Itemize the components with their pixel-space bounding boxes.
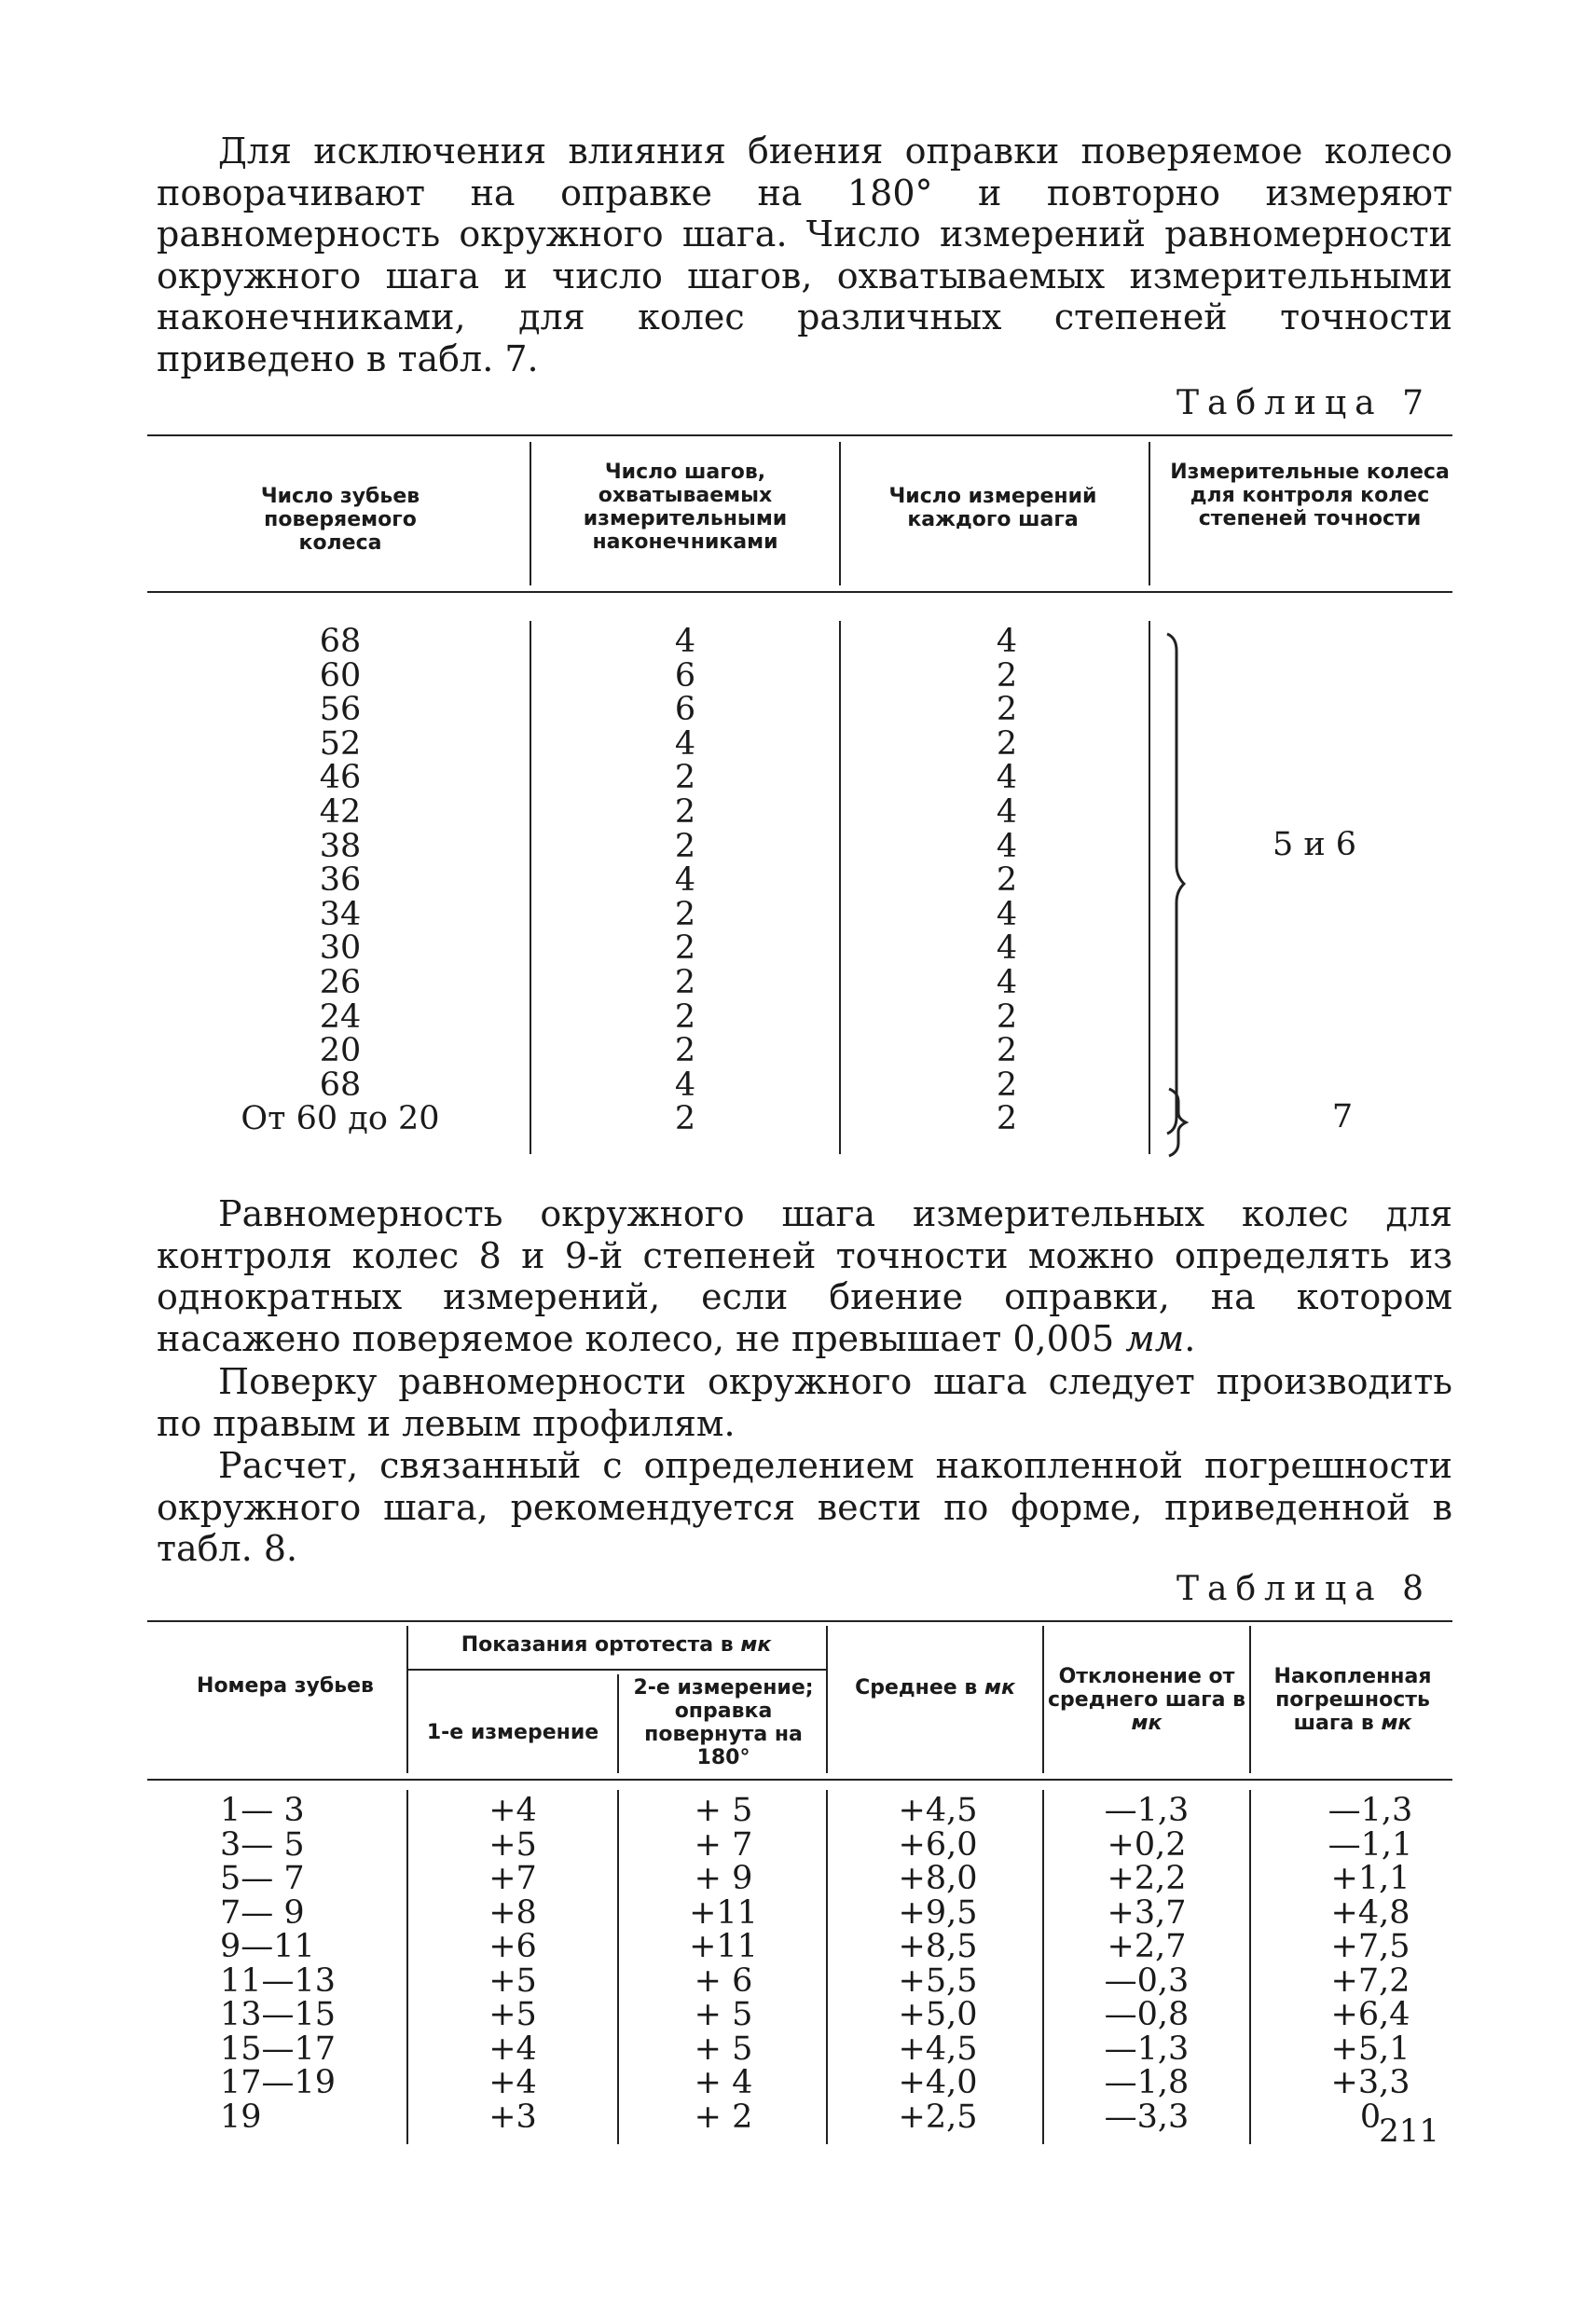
table8-cell: +11 [689,1928,758,1965]
table8-header-first: 1-е измерение [426,1721,599,1744]
table7-cell: 2 [996,1100,1018,1138]
table7-divider [1149,442,1150,585]
table7-cell: 6 [674,691,696,729]
table8-cell: + 5 [694,2030,753,2068]
table7-cell: 60 [319,656,362,695]
table8-cell: + 7 [694,1825,753,1864]
table8-cell: + 9 [694,1860,753,1897]
header-text: Среднее в [855,1676,978,1700]
table7-cell: 4 [674,861,696,900]
table7-cell: 52 [319,724,362,763]
table8-cell: +8 [488,1893,537,1932]
table8-divider [826,1790,828,2144]
header-text: Показания ортотеста в [461,1633,734,1657]
table7-cell: 4 [674,623,696,660]
table7-cell: 46 [319,759,362,797]
table7-cell: 2 [674,929,696,968]
table7-cell: 2 [996,1066,1018,1104]
paragraph-calculation: Расчет, связанный с определением накопленной погрешности окружного шага, рекомендуется вести по форме, приведенной в табл. 8. [157,1445,1452,1569]
table7-teeth-column [214,625,466,1136]
table8-divider [617,1790,619,2144]
paragraph-eccentricity: Равномерность окружного шага измерительных колес для контроля колес 8 и 9-й степеней точности можно определять из однократных измерений, если биение оправки, на котором насажено поверяемое колесо, не превышает 0,005 мм. [157,1193,1452,1359]
table7-cell: 42 [319,792,362,831]
unit-mk: мк [1381,1712,1412,1735]
table8-divider [826,1626,828,1773]
table8-cell: +4,5 [898,1792,978,1829]
table7-cell: 2 [674,759,696,797]
table8-cell: +8,0 [898,1860,978,1897]
table8-cell: 7— 9 [220,1893,305,1932]
table8-top-rule [147,1620,1452,1622]
table8-second-column [658,1794,789,2134]
table7-divider [530,442,531,585]
table7-cell: 30 [319,929,362,968]
table8-cell: —1,1 [1328,1825,1413,1864]
table8-cell: +4,0 [898,2064,978,2101]
table8-deviation-column [1081,1794,1212,2134]
table8-cell: 17—19 [220,2064,337,2101]
table7-header-teeth: Число зубьев поверяемого колеса [260,485,420,555]
header-text: Отклонение от среднего шага в [1048,1665,1245,1712]
table8-cell: +7,2 [1330,1961,1410,2000]
table8-header-readings [406,1633,826,1657]
unit-mm: мм [1125,1317,1185,1359]
table7-top-rule [147,434,1452,436]
table7-cell: От 60 до 20 [241,1100,440,1138]
table7-header-accuracy: Измерительные колеса для контроля колес степеней точности [1170,461,1450,530]
table8-cell: +3,7 [1107,1893,1187,1932]
unit-mk: мк [1131,1712,1163,1735]
table8-cell: —1,8 [1104,2064,1190,2101]
table8-cell: +5 [488,1825,537,1864]
table8-cell: +1,1 [1330,1860,1410,1897]
table8-cell: +5,5 [898,1961,978,2000]
table7-caption: Таблица 7 [1176,384,1432,422]
table7-cell: 4 [996,792,1018,831]
table8-cell: +4 [488,2064,537,2101]
table7-cell: 2 [674,1032,696,1070]
table7-group-label: 5 и 6 [1272,826,1357,863]
table8-cell: —0,8 [1104,1996,1190,2033]
table8-cell: +5 [488,1996,537,2033]
table8-cell: —3,3 [1104,2098,1190,2136]
table7-header-measurements: Число измерений каждого шага [888,485,1097,531]
table7-cell: 4 [996,759,1018,797]
table8-accumulated-column [1305,1794,1436,2134]
table8-cell: + 6 [694,1961,753,2000]
table8-header-rule [147,1779,1452,1781]
table7-cell: 4 [674,724,696,763]
table7-cell: 2 [674,963,696,1001]
table8-cell: +7,5 [1330,1928,1410,1965]
table7-cell: 4 [996,623,1018,660]
table8-cell: —1,3 [1104,1792,1190,1829]
table8-cell: + 2 [694,2098,753,2136]
table8-first-column [447,1794,578,2134]
table8-cell: 5— 7 [220,1860,305,1897]
table7-cell: 4 [996,827,1018,865]
table8-cell: —1,3 [1328,1792,1413,1829]
table8-cell: +11 [689,1893,758,1932]
table7-divider [839,442,841,585]
table8-cell: +4,8 [1330,1893,1410,1932]
table7-cell: 2 [674,827,696,865]
table7-cell: 2 [996,656,1018,695]
table8-cell: 19 [220,2098,262,2136]
header-text: Накопленная погрешность шага в [1273,1665,1432,1735]
table7-cell: 4 [996,963,1018,1001]
table7-cell: 2 [996,861,1018,900]
table8-cell: + 5 [694,1996,753,2033]
paragraph-text: Равномерность окружного шага измерительных колес для контроля колес 8 и 9-й степеней точности можно определять из однократных измерений, если биение оправки, на котором насажено поверяемое колесо, не превышает 0,005 [157,1193,1452,1359]
table8-header-accumulated [1255,1665,1451,1735]
table8-cell: + 5 [694,1792,753,1829]
table8-cell: +3,3 [1330,2064,1410,2101]
table8-cell: +7 [488,1860,537,1897]
table7-cell: 4 [996,895,1018,933]
table8-cell: 15—17 [220,2030,337,2068]
table7-divider [839,621,841,1154]
table8-divider [1249,1626,1251,1773]
table7-cell: 2 [674,792,696,831]
table8-cell: +5,1 [1330,2030,1410,2068]
table8-cell: +5,0 [898,1996,978,2033]
table7-cell: 56 [319,691,362,729]
table8-header-deviation [1048,1665,1245,1735]
table7-cell: 4 [996,929,1018,968]
table7-cell: 2 [996,724,1018,763]
table7-cell: 24 [319,998,362,1036]
table7-cell: 2 [674,1100,696,1138]
table8-cell: 3— 5 [220,1825,305,1864]
table8-cell: +9,5 [898,1893,978,1932]
table7-cell: 38 [319,827,362,865]
table8-cell: 9—11 [220,1928,315,1965]
table7-divider [1149,621,1150,1154]
table7-divider [530,621,531,1154]
table8-cell: +4 [488,1792,537,1829]
table7-cell: 6 [674,656,696,695]
table8-divider [1042,1626,1044,1773]
table7-cell: 2 [996,1032,1018,1070]
table7-header-steps: Число шагов, охватываемых измерительными наконечниками [583,461,788,554]
table8-cell: +2,2 [1107,1860,1187,1897]
table8-average-column [873,1794,1003,2134]
table8-cell: +2,5 [898,2098,978,2136]
page-number: 211 [1379,2112,1439,2150]
table8-header-second: 2-е измерение; оправка повернута на 180° [633,1676,814,1769]
table7-steps-column [615,625,755,1136]
table7-group-brace [1156,630,1193,1162]
table8-cell: 1— 3 [220,1792,305,1829]
table8-cell: 11—13 [220,1961,337,2000]
table8-divider [1042,1790,1044,2144]
table7-cell: 2 [996,691,1018,729]
table7-measurements-column [937,625,1077,1136]
paragraph-profiles: Поверку равномерности окружного шага следует производить по правым и левым профилям. [157,1361,1452,1444]
intro-paragraph: Для исключения влияния биения оправки поверяемое колесо поворачивают на оправке на 180° и повторно измеряют равномерность окружного шага. Число измерений равномерности окружного шага и число шагов, охватываемых измерительными наконечниками, для колес различных степеней точности приведено в табл. 7. [157,131,1452,379]
table8-cell: + 4 [694,2064,753,2101]
table7-cell: 2 [674,895,696,933]
table8-cell: 0 [1359,2098,1382,2136]
table8-subheader-rule [406,1669,826,1671]
table7-cell: 68 [319,1066,362,1104]
table8-header-average [830,1676,1040,1700]
table8-cell: +6,4 [1330,1996,1410,2033]
table7-header-rule [147,591,1452,593]
table8-cell: +8,5 [898,1928,978,1965]
table8-cell: +6 [488,1928,537,1965]
table8-cell: +6,0 [898,1825,978,1864]
table8-header-teeth: Номера зубьев [197,1674,374,1698]
table7-group-brace [1160,1085,1197,1160]
table7-cell: 36 [319,861,362,900]
table8-cell: +4,5 [898,2030,978,2068]
table8-cell: +3 [488,2098,537,2136]
table8-cell: 13—15 [220,1996,337,2033]
table8-cell: +4 [488,2030,537,2068]
table8-cell: +5 [488,1961,537,2000]
table8-divider [1249,1790,1251,2144]
table8-cell: —0,3 [1104,1961,1190,2000]
table8-divider [617,1674,619,1773]
table7-cell: 4 [674,1066,696,1104]
table7-group-label: 7 [1331,1098,1354,1135]
table8-teeth-column [220,1794,351,2134]
table8-cell: —1,3 [1104,2030,1190,2068]
unit-mk: мк [740,1633,772,1657]
table7-cell: 2 [996,998,1018,1036]
table7-cell: 34 [319,895,362,933]
table7-cell: 20 [319,1032,362,1070]
unit-mk: мк [984,1676,1015,1700]
table8-caption: Таблица 8 [1176,1570,1432,1608]
table7-cell: 68 [319,623,362,660]
table7-cell: 2 [674,998,696,1036]
table8-cell: +2,7 [1107,1928,1187,1965]
table8-cell: +0,2 [1107,1825,1187,1864]
table7-cell: 26 [319,963,362,1001]
table8-divider [406,1790,408,2144]
